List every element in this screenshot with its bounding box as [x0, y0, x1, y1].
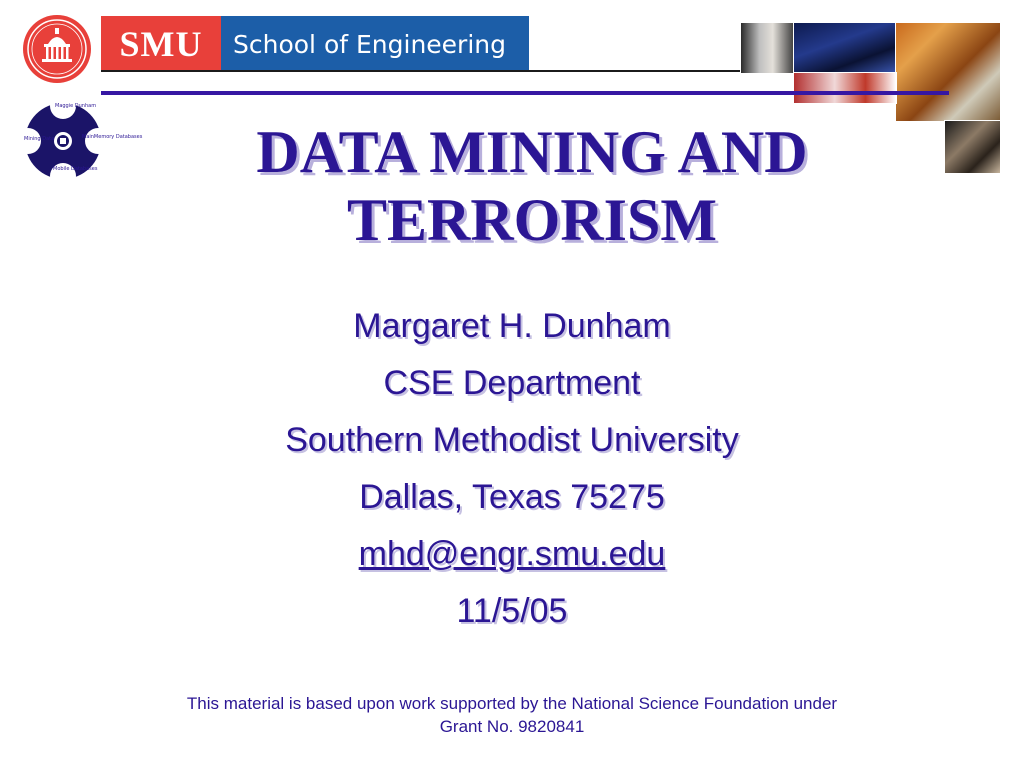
diagram-label-bottom: Mobile Databases: [53, 166, 98, 172]
banner-school-text: School of Engineering: [221, 16, 529, 72]
diagram-label-left: Mining Data: [24, 136, 55, 142]
slide-title: [132, 118, 932, 254]
title-line-1: DATA MINING AND: [256, 119, 808, 185]
photo-students: [944, 120, 1001, 174]
photo-person: [740, 22, 795, 74]
funding-note-line-2: Grant No. 9820841: [439, 717, 585, 736]
title-rule: [101, 91, 949, 95]
author-block: [112, 298, 912, 640]
title-line-2: TERRORISM: [346, 187, 718, 253]
photo-computer-lab: [793, 22, 897, 74]
presentation-date: 11/5/05: [456, 592, 568, 630]
author-department: CSE Department: [383, 364, 641, 402]
smu-seal-logo: [22, 14, 92, 84]
banner-smu-text: SMU: [101, 16, 221, 72]
research-areas-diagram: [22, 100, 143, 182]
funding-note: [112, 692, 912, 738]
author-city: Dallas, Texas 75275: [359, 478, 665, 516]
author-name: Margaret H. Dunham: [353, 307, 671, 345]
funding-note-line-1: This material is based upon work supported by the National Science Foundation under: [186, 694, 838, 713]
photo-campus-building: [895, 22, 1001, 122]
header-divider: [101, 70, 741, 72]
diagram-label-right: MainMemory Databases: [82, 134, 143, 140]
author-email-link[interactable]: mhd@engr.smu.edu: [358, 535, 666, 573]
diagram-label-top: Maggie Dunham: [55, 103, 97, 109]
photo-flag: [793, 72, 897, 104]
smu-engineering-banner: [101, 16, 529, 72]
author-university: Southern Methodist University: [285, 421, 739, 459]
